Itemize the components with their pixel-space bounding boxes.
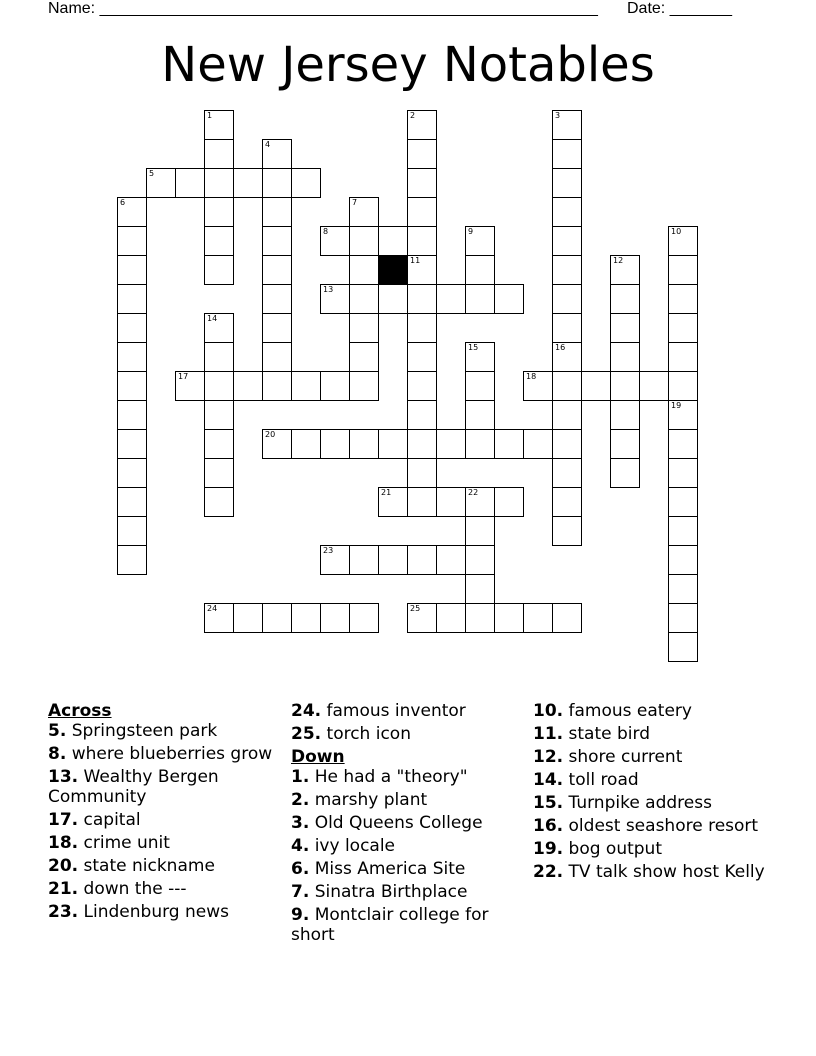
clue-number: 3. xyxy=(291,813,310,833)
grid-cell[interactable] xyxy=(668,400,698,430)
clue-item xyxy=(291,836,521,856)
clue-text: shore current xyxy=(563,747,683,767)
grid-cell[interactable] xyxy=(262,429,292,459)
grid-cell[interactable] xyxy=(552,603,582,633)
grid-cell[interactable] xyxy=(262,603,292,633)
clue-number: 10. xyxy=(533,701,564,721)
grid-cell[interactable] xyxy=(320,284,350,314)
clue-number: 25. xyxy=(291,724,322,744)
grid-cell[interactable] xyxy=(349,313,379,343)
clue-item xyxy=(533,770,773,790)
cell-number: 12 xyxy=(613,256,624,265)
clue-item xyxy=(533,839,773,859)
clue-number: 4. xyxy=(291,836,310,856)
grid-cell[interactable] xyxy=(117,342,147,372)
cell-number: 2 xyxy=(410,111,416,120)
grid-cell[interactable] xyxy=(407,603,437,633)
cell-number: 17 xyxy=(178,372,189,381)
grid-cell[interactable] xyxy=(175,371,205,401)
grid-cell[interactable] xyxy=(668,603,698,633)
clue-item xyxy=(291,859,521,879)
grid-cell[interactable] xyxy=(407,487,437,517)
grid-cell[interactable] xyxy=(668,284,698,314)
cell-number: 8 xyxy=(323,227,329,236)
cell-number: 6 xyxy=(120,198,126,207)
grid-cell[interactable] xyxy=(349,226,379,256)
grid-cell[interactable] xyxy=(668,255,698,285)
clue-text: He had a "theory" xyxy=(309,767,468,787)
grid-cell[interactable] xyxy=(291,168,321,198)
clue-number: 18. xyxy=(48,833,79,853)
grid-cell[interactable] xyxy=(233,603,263,633)
clue-item xyxy=(533,793,773,813)
clue-text: capital xyxy=(78,810,141,830)
grid-cell[interactable] xyxy=(407,226,437,256)
clue-text: Springsteen park xyxy=(66,721,218,741)
clue-text: torch icon xyxy=(321,724,411,744)
grid-cell[interactable] xyxy=(407,139,437,169)
grid-cell[interactable] xyxy=(204,168,234,198)
clue-item xyxy=(533,747,773,767)
grid-cell[interactable] xyxy=(407,371,437,401)
clue-item xyxy=(533,724,773,744)
grid-cell[interactable] xyxy=(465,255,495,285)
grid-cell[interactable] xyxy=(262,197,292,227)
grid-cell[interactable] xyxy=(610,313,640,343)
grid-cell[interactable] xyxy=(320,545,350,575)
cell-number: 1 xyxy=(207,111,213,120)
grid-cell[interactable] xyxy=(668,574,698,604)
grid-cell[interactable] xyxy=(378,487,408,517)
grid-cell[interactable] xyxy=(262,139,292,169)
grid-cell[interactable] xyxy=(494,487,524,517)
grid-cell[interactable] xyxy=(204,313,234,343)
grid-cell[interactable] xyxy=(262,226,292,256)
grid-cell[interactable] xyxy=(668,313,698,343)
cell-number: 14 xyxy=(207,314,218,323)
clue-number: 9. xyxy=(291,905,310,925)
grid-cell[interactable] xyxy=(639,371,669,401)
clue-item xyxy=(48,856,278,876)
grid-cell[interactable] xyxy=(204,226,234,256)
clue-item xyxy=(291,701,521,721)
grid-cell[interactable] xyxy=(233,371,263,401)
clue-number: 8. xyxy=(48,744,67,764)
clue-text: where blueberries grow xyxy=(66,744,273,764)
grid-cell[interactable] xyxy=(407,458,437,488)
grid-cell[interactable] xyxy=(552,342,582,372)
grid-cell[interactable] xyxy=(407,400,437,430)
grid-cell[interactable] xyxy=(204,197,234,227)
grid-cell[interactable] xyxy=(436,603,466,633)
grid-cell[interactable] xyxy=(233,168,263,198)
clue-item xyxy=(291,905,521,945)
grid-cell[interactable] xyxy=(349,371,379,401)
cell-number: 24 xyxy=(207,604,218,613)
grid-cell[interactable] xyxy=(552,313,582,343)
grid-cell[interactable] xyxy=(204,342,234,372)
cell-number: 3 xyxy=(555,111,561,120)
clue-item xyxy=(533,862,773,882)
clue-text: Lindenburg news xyxy=(78,902,229,922)
clue-number: 23. xyxy=(48,902,79,922)
grid-cell[interactable] xyxy=(436,487,466,517)
cell-number: 4 xyxy=(265,140,271,149)
clue-text: Wealthy Bergen Community xyxy=(48,767,219,807)
grid-cell[interactable] xyxy=(204,110,234,140)
clue-number: 6. xyxy=(291,859,310,879)
grid-cell[interactable] xyxy=(349,284,379,314)
clue-item xyxy=(48,879,278,899)
grid-cell[interactable] xyxy=(117,516,147,546)
clue-number: 15. xyxy=(533,793,564,813)
grid-cell[interactable] xyxy=(668,632,698,662)
clue-item xyxy=(48,833,278,853)
clue-number: 12. xyxy=(533,747,564,767)
grid-cell[interactable] xyxy=(668,342,698,372)
grid-cell[interactable] xyxy=(610,255,640,285)
clue-item xyxy=(48,744,278,764)
grid-cell[interactable] xyxy=(262,313,292,343)
grid-cell[interactable] xyxy=(204,255,234,285)
grid-cell[interactable] xyxy=(465,429,495,459)
grid-cell[interactable] xyxy=(262,255,292,285)
grid-cell[interactable] xyxy=(204,371,234,401)
grid-cell[interactable] xyxy=(436,429,466,459)
grid-cell[interactable] xyxy=(552,139,582,169)
grid-cell[interactable] xyxy=(117,313,147,343)
grid-cell[interactable] xyxy=(465,400,495,430)
clue-item xyxy=(291,882,521,902)
cell-number: 19 xyxy=(671,401,682,410)
grid-cell[interactable] xyxy=(552,371,582,401)
grid-cell[interactable] xyxy=(407,342,437,372)
grid-cell[interactable] xyxy=(523,371,553,401)
grid-cell[interactable] xyxy=(552,255,582,285)
grid-cell[interactable] xyxy=(117,458,147,488)
clue-text: Miss America Site xyxy=(309,859,466,879)
grid-cell[interactable] xyxy=(117,226,147,256)
grid-cell[interactable] xyxy=(465,545,495,575)
grid-cell[interactable] xyxy=(204,458,234,488)
cell-number: 10 xyxy=(671,227,682,236)
grid-cell[interactable] xyxy=(668,458,698,488)
grid-cell[interactable] xyxy=(262,168,292,198)
grid-cell[interactable] xyxy=(262,342,292,372)
grid-cell[interactable] xyxy=(204,603,234,633)
grid-cell[interactable] xyxy=(407,255,437,285)
grid-cell[interactable] xyxy=(291,371,321,401)
clue-item xyxy=(48,810,278,830)
grid-cell[interactable] xyxy=(378,226,408,256)
grid-cell[interactable] xyxy=(117,371,147,401)
grid-cell[interactable] xyxy=(552,168,582,198)
grid-cell[interactable] xyxy=(465,487,495,517)
cell-number: 16 xyxy=(555,343,566,352)
grid-cell[interactable] xyxy=(378,429,408,459)
clue-text: famous inventor xyxy=(321,701,466,721)
grid-cell[interactable] xyxy=(668,429,698,459)
grid-cell[interactable] xyxy=(407,284,437,314)
grid-cell[interactable] xyxy=(668,487,698,517)
clue-text: Old Queens College xyxy=(309,813,483,833)
grid-cell[interactable] xyxy=(668,371,698,401)
grid-cell[interactable] xyxy=(552,110,582,140)
clue-text: Turnpike address xyxy=(563,793,712,813)
grid-cell[interactable] xyxy=(204,487,234,517)
clue-item xyxy=(291,790,521,810)
grid-cell[interactable] xyxy=(465,603,495,633)
clue-text: toll road xyxy=(563,770,639,790)
clue-number: 11. xyxy=(533,724,564,744)
grid-cell[interactable] xyxy=(610,284,640,314)
clue-number: 20. xyxy=(48,856,79,876)
grid-cell[interactable] xyxy=(146,168,176,198)
grid-cell[interactable] xyxy=(407,545,437,575)
grid-cell[interactable] xyxy=(291,429,321,459)
grid-cell[interactable] xyxy=(349,255,379,285)
grid-cell[interactable] xyxy=(552,226,582,256)
grid-cell[interactable] xyxy=(117,255,147,285)
grid-cell[interactable] xyxy=(378,284,408,314)
clue-number: 5. xyxy=(48,721,67,741)
clue-text: oldest seashore resort xyxy=(563,816,759,836)
cell-number: 18 xyxy=(526,372,537,381)
clue-text: down the --- xyxy=(78,879,187,899)
cell-number: 13 xyxy=(323,285,334,294)
grid-cell[interactable] xyxy=(436,284,466,314)
grid-cell[interactable] xyxy=(349,197,379,227)
clue-number: 22. xyxy=(533,862,564,882)
cell-number: 5 xyxy=(149,169,155,178)
clue-item xyxy=(291,813,521,833)
grid-cell[interactable] xyxy=(204,139,234,169)
grid-cell[interactable] xyxy=(320,603,350,633)
cell-number: 20 xyxy=(265,430,276,439)
header xyxy=(0,0,816,20)
clue-number: 2. xyxy=(291,790,310,810)
clue-text: ivy locale xyxy=(309,836,396,856)
cell-number: 21 xyxy=(381,488,392,497)
grid-cell[interactable] xyxy=(291,603,321,633)
grid-cell[interactable] xyxy=(465,342,495,372)
grid-cell[interactable] xyxy=(117,400,147,430)
grid-cell[interactable] xyxy=(320,371,350,401)
grid-cell[interactable] xyxy=(668,516,698,546)
clue-text: bog output xyxy=(563,839,662,859)
clue-text: famous eatery xyxy=(563,701,692,721)
clue-number: 19. xyxy=(533,839,564,859)
grid-cell[interactable] xyxy=(117,545,147,575)
clue-item xyxy=(48,767,278,807)
clue-number: 1. xyxy=(291,767,310,787)
grid-cell[interactable] xyxy=(407,168,437,198)
clue-text: state nickname xyxy=(78,856,215,876)
grid-cell[interactable] xyxy=(465,516,495,546)
grid-cell[interactable] xyxy=(262,284,292,314)
clue-number: 13. xyxy=(48,767,79,787)
grid-cell[interactable] xyxy=(610,342,640,372)
clue-number: 21. xyxy=(48,879,79,899)
clue-number: 7. xyxy=(291,882,310,902)
clue-item xyxy=(291,724,521,744)
grid-cell[interactable] xyxy=(465,371,495,401)
grid-cell[interactable] xyxy=(175,168,205,198)
down-heading: Down xyxy=(291,747,345,767)
clue-item xyxy=(533,816,773,836)
grid-cell[interactable] xyxy=(523,603,553,633)
clue-number: 17. xyxy=(48,810,79,830)
grid-cell[interactable] xyxy=(117,197,147,227)
grid-cell[interactable] xyxy=(610,400,640,430)
cell-number: 9 xyxy=(468,227,474,236)
clue-text: Montclair college for short xyxy=(291,905,489,945)
grid-cell[interactable] xyxy=(494,429,524,459)
clue-number: 14. xyxy=(533,770,564,790)
grid-cell[interactable] xyxy=(523,429,553,459)
name-label: Name: ________________________________________________________ xyxy=(48,0,598,17)
cell-number: 23 xyxy=(323,546,334,555)
grid-cell[interactable] xyxy=(465,226,495,256)
grid-cell[interactable] xyxy=(552,429,582,459)
grid-cell[interactable] xyxy=(349,545,379,575)
grid-cell[interactable] xyxy=(407,313,437,343)
grid-cell[interactable] xyxy=(610,458,640,488)
grid-cell[interactable] xyxy=(552,400,582,430)
grid-cell[interactable] xyxy=(262,371,292,401)
grid-cell[interactable] xyxy=(204,429,234,459)
grid-cell[interactable] xyxy=(465,284,495,314)
clue-text: marshy plant xyxy=(309,790,428,810)
clue-column-1 xyxy=(48,701,278,925)
grid-cell[interactable] xyxy=(581,371,611,401)
cell-number: 7 xyxy=(352,198,358,207)
grid-cell[interactable] xyxy=(552,197,582,227)
black-cell xyxy=(378,255,408,285)
clue-text: TV talk show host Kelly xyxy=(563,862,765,882)
grid-cell[interactable] xyxy=(320,429,350,459)
clue-text: crime unit xyxy=(78,833,170,853)
clue-text: Sinatra Birthplace xyxy=(309,882,468,902)
grid-cell[interactable] xyxy=(204,400,234,430)
clue-text: state bird xyxy=(563,724,650,744)
grid-cell[interactable] xyxy=(407,429,437,459)
clue-number: 24. xyxy=(291,701,322,721)
grid-cell[interactable] xyxy=(552,516,582,546)
clue-item xyxy=(291,767,521,787)
clue-column-2 xyxy=(291,701,521,948)
cell-number: 15 xyxy=(468,343,479,352)
clue-number: 16. xyxy=(533,816,564,836)
grid-cell[interactable] xyxy=(117,487,147,517)
grid-cell[interactable] xyxy=(610,371,640,401)
grid-cell[interactable] xyxy=(407,110,437,140)
grid-cell[interactable] xyxy=(552,284,582,314)
clue-item xyxy=(48,902,278,922)
cell-number: 22 xyxy=(468,488,479,497)
grid-cell[interactable] xyxy=(610,429,640,459)
grid-cell[interactable] xyxy=(117,429,147,459)
grid-cell[interactable] xyxy=(465,574,495,604)
grid-cell[interactable] xyxy=(407,197,437,227)
grid-cell[interactable] xyxy=(117,284,147,314)
clue-item xyxy=(48,721,278,741)
clue-item xyxy=(533,701,773,721)
clue-column-3 xyxy=(533,701,773,885)
grid-cell[interactable] xyxy=(552,487,582,517)
grid-cell[interactable] xyxy=(378,545,408,575)
grid-cell[interactable] xyxy=(494,603,524,633)
cell-number: 25 xyxy=(410,604,421,613)
grid-cell[interactable] xyxy=(668,545,698,575)
grid-cell[interactable] xyxy=(552,458,582,488)
grid-cell[interactable] xyxy=(436,545,466,575)
grid-cell[interactable] xyxy=(349,603,379,633)
grid-cell[interactable] xyxy=(668,226,698,256)
grid-cell[interactable] xyxy=(349,429,379,459)
date-label: Date: _______ xyxy=(627,0,732,17)
grid-cell[interactable] xyxy=(320,226,350,256)
across-heading: Across xyxy=(48,701,112,721)
cell-number: 11 xyxy=(410,256,421,265)
grid-cell[interactable] xyxy=(494,284,524,314)
page-title: New Jersey Notables xyxy=(161,37,655,93)
grid-cell[interactable] xyxy=(349,342,379,372)
